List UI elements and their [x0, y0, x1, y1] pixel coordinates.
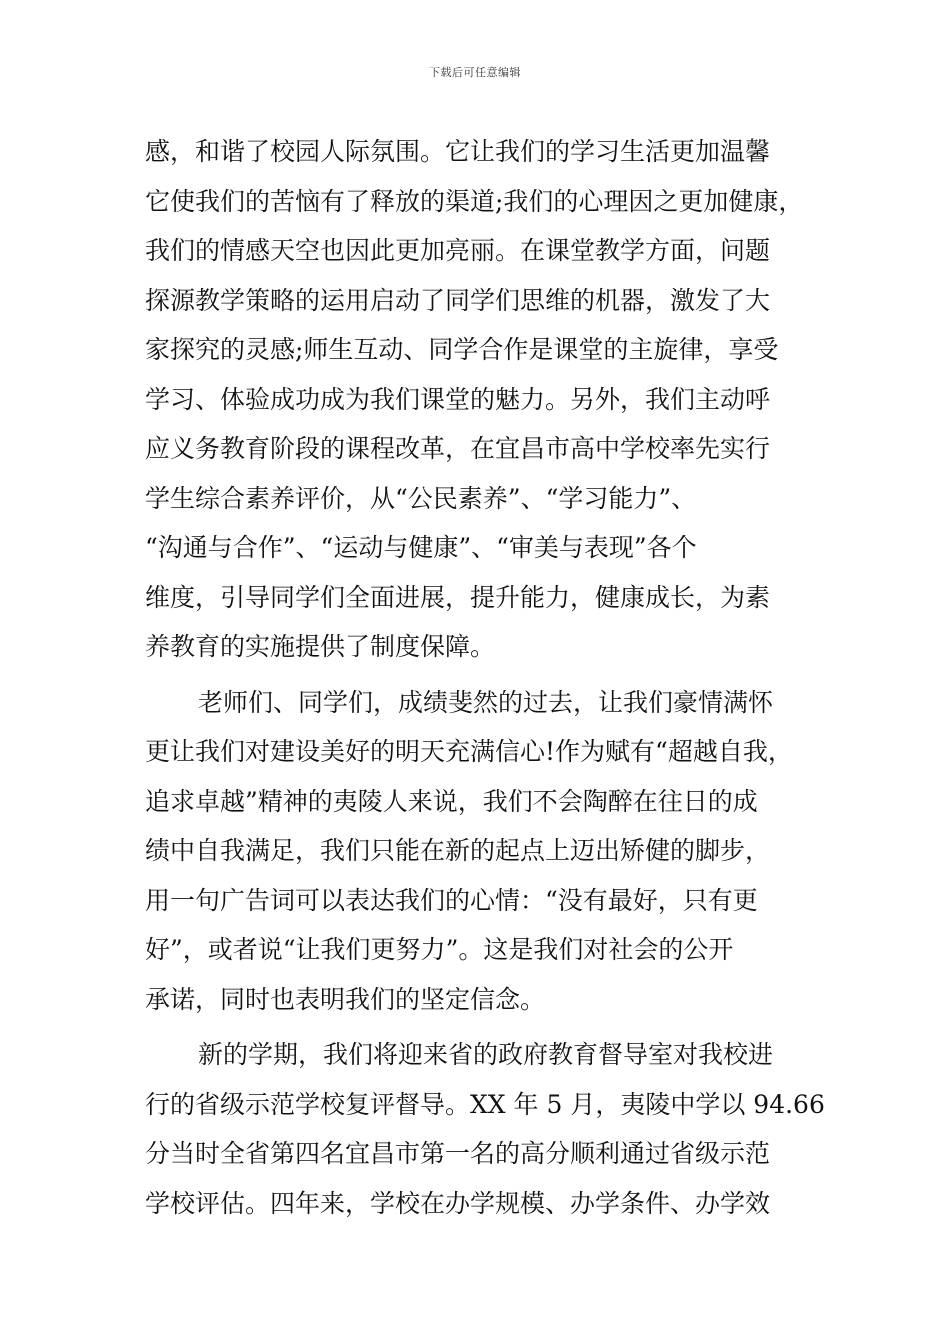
text-line: 分当时全省第四名宜昌市第一名的高分顺利通过省级示范: [145, 1139, 771, 1168]
document-body: [145, 127, 825, 1228]
text-line: 养教育的实施提供了制度保障。: [145, 632, 496, 661]
text-line: 学生综合素养评价，从“公民素养”、“学习能力”、: [145, 483, 697, 513]
text-line: 追求卓越”精神的夷陵人来说，我们不会陶醉在往日的成: [145, 786, 758, 816]
text-line: 用一句广告词可以表达我们的心情：“没有最好，只有更: [145, 885, 758, 915]
text-line: 感，和谐了校园人际氛围。它让我们的学习生活更加温馨: [145, 137, 771, 166]
text-line: 行的省级示范学校复评督导。XX 年 5 月，夷陵中学以 94.66: [145, 1089, 825, 1119]
text-line: 家探究的灵感;师生互动、同学合作是课堂的主旋律，享受: [145, 335, 779, 364]
text-line: 学习、体验成功成为我们课堂的魅力。另外，我们主动呼: [145, 384, 771, 414]
text-line: 更让我们对建设美好的明天充满信心!作为赋有“超越自我，: [145, 737, 793, 766]
text-line: 新的学期，我们将迎来省的政府教育督导室对我校进: [198, 1040, 774, 1069]
text-line: 绩中自我满足，我们只能在新的起点上迈出矫健的脚步，: [145, 836, 771, 865]
text-line: 应义务教育阶段的课程改革，在宜昌市高中学校率先实行: [145, 434, 771, 463]
paragraph: [145, 127, 810, 672]
text-line: 学校评估。四年来，学校在办学规模、办学条件、办学效: [145, 1188, 771, 1218]
text-line: 承诺，同时也表明我们的坚定信念。: [145, 984, 546, 1014]
text-line: 维度，引导同学们全面进展，提升能力，健康成长，为素: [145, 582, 771, 612]
page-header-note: 下载后可任意编辑: [429, 66, 521, 79]
text-line: 我们的情感天空也因此更加亮丽。在课堂教学方面，问题: [145, 236, 771, 265]
paragraph: [145, 678, 810, 1025]
text-line: 老师们、同学们，成绩斐然的过去，让我们豪情满怀: [198, 687, 774, 717]
paragraph: [145, 1030, 825, 1228]
text-line: 好”，或者说“让我们更努力”。这是我们对社会的公开: [145, 935, 734, 964]
text-line: 它使我们的苦恼有了释放的渠道;我们的心理因之更加健康，: [145, 186, 804, 216]
text-line: 探源教学策略的运用启动了同学们思维的机器，激发了大: [145, 285, 771, 315]
text-line: “沟通与合作”、“运动与健康”、“审美与表现”各个: [145, 533, 697, 562]
